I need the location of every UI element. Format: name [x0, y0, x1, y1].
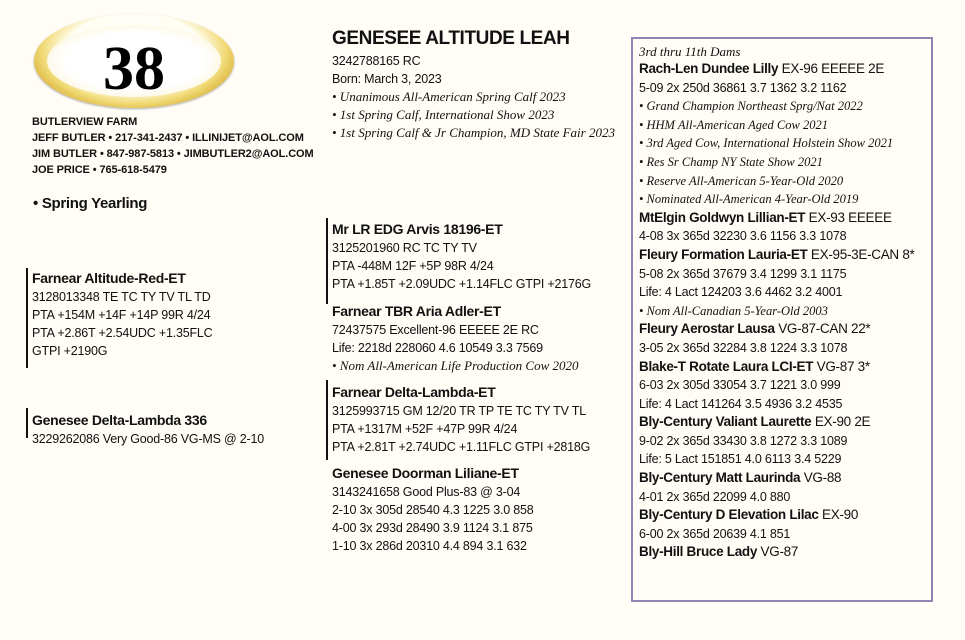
dam-sire-info: PTA +2.81T +2.74UDC +1.11FLC GTPI +2818G [332, 440, 591, 454]
sire-info: PTA +2.86T +2.54UDC +1.35FLC [32, 326, 213, 340]
animal-registration: 3242788165 RC [332, 54, 421, 68]
dam-record: Life: 4 Lact 141264 3.5 4936 3.2 4535 [639, 396, 843, 411]
dam-entry-name [639, 506, 927, 525]
lot-badge-center [47, 25, 221, 103]
ancestor-dams-box [631, 37, 933, 602]
animal-honor: • Unanimous All-American Spring Calf 2023 [332, 89, 566, 104]
contact-line: JOE PRICE • 765-618-5479 [32, 164, 167, 176]
dam-honor: • Grand Champion Northeast Sprg/Nat 2022 [639, 99, 863, 114]
dam-record: Life: 5 Lact 151851 4.0 6113 3.4 5229 [639, 452, 842, 467]
dam-honor: • 3rd Aged Cow, International Holstein Show 2021 [639, 136, 894, 151]
dam-record: 6-00 2x 365d 20639 4.1 851 [639, 526, 791, 541]
dam-record: 5-09 2x 250d 36861 3.7 1362 3.2 1162 [639, 80, 847, 95]
dam-record: 5-08 2x 365d 37679 3.4 1299 3.1 1175 [639, 266, 847, 281]
lot-number: 38 [103, 35, 165, 103]
dam-entry-name [639, 246, 927, 265]
dam-sire-info: PTA +1317M +52F +47P 99R 4/24 [332, 422, 518, 436]
pedigree-bracket [326, 218, 328, 304]
contact-line: JIM BUTLER • 847-987-5813 • JIMBUTLER2@AOL.COM [32, 148, 314, 160]
dam-name: Rach-Len Dundee Lilly [639, 61, 779, 76]
lot-number-badge [34, 14, 234, 108]
dam-dam-info: 1-10 3x 286d 20310 4.4 894 3.1 632 [332, 539, 527, 553]
dam-sire-name: Farnear Delta-Lambda-ET [332, 384, 496, 400]
sire-sire-info: PTA +1.85T +2.09UDC +1.14FLC GTPI +2176G [332, 277, 592, 291]
dam-name: Bly-Century D Elevation Lilac [639, 507, 819, 523]
dam-dam-name: Genesee Doorman Liliane-ET [332, 465, 519, 481]
dam-name: Fleury Aerostar Lausa [639, 321, 775, 337]
dam-name: Bly-Century Matt Laurinda [639, 470, 801, 486]
dam-classification: EX-93 EEEEE [805, 209, 892, 225]
dam-classification: VG-87 [757, 544, 799, 560]
dam-name: Genesee Delta-Lambda 336 [32, 412, 207, 428]
dam-record: 3-05 2x 365d 32284 3.8 1224 3.3 1078 [639, 340, 848, 355]
dam-dam-block [332, 463, 534, 555]
contact-line: JEFF BUTLER • 217-341-2437 • ILLINIJET@AOL.COM [32, 132, 304, 144]
dam-classification: EX-90 2E [811, 414, 871, 430]
animal-birthdate: Born: March 3, 2023 [332, 72, 442, 86]
dam-dam-info: 2-10 3x 305d 28540 4.3 1225 3.0 858 [332, 503, 534, 517]
dam-classification: EX-95-3E-CAN 8* [807, 246, 915, 262]
dam-name: Blake-T Rotate Laura LCI-ET [639, 358, 814, 374]
sire-info: GTPI +2190G [32, 344, 108, 358]
dam-classification: EX-90 [818, 507, 859, 523]
dam-honor: • Nom All-Canadian 5-Year-Old 2003 [639, 303, 828, 318]
dam-classification: VG-87-CAN 22* [774, 321, 871, 337]
dam-classification: EX-96 EEEEE 2E [778, 61, 885, 76]
dam-entry-name [639, 469, 927, 488]
sale-class: • Spring Yearling [33, 195, 148, 212]
farm-name: BUTLERVIEW FARM [32, 116, 138, 128]
sire-dam-block [332, 301, 579, 375]
sire-name: Farnear Altitude-Red-ET [32, 270, 186, 286]
animal-header [332, 26, 615, 142]
dam-entry-name [639, 209, 927, 228]
consignor-block [32, 114, 314, 178]
sire-dam-info: 72437575 Excellent-96 EEEEE 2E RC [332, 323, 539, 337]
sire-dam-info: Life: 2218d 228060 4.6 10549 3.3 7569 [332, 341, 543, 355]
dam-record: 4-08 3x 365d 32230 3.6 1156 3.3 1078 [639, 229, 847, 244]
dam-entry-name [639, 320, 927, 339]
dam-record: 9-02 2x 365d 33430 3.8 1272 3.3 1089 [639, 433, 848, 448]
dam-sire-block [332, 382, 590, 456]
ancestor-dams-list [639, 43, 927, 562]
dam-name: Bly-Century Valiant Laurette [639, 414, 812, 430]
dams-entries [639, 60, 927, 562]
dam-dam-info: 3143241658 Good Plus-83 @ 3-04 [332, 485, 521, 499]
dam-honor: • Res Sr Champ NY State Show 2021 [639, 154, 823, 169]
pedigree-bracket [26, 268, 28, 368]
dam-name: Fleury Formation Lauria-ET [639, 246, 808, 262]
sire-sire-info: 3125201960 RC TC TY TV [332, 241, 477, 255]
sire-dam-name: Farnear TBR Aria Adler-ET [332, 303, 501, 319]
animal-name: GENESEE ALTITUDE LEAH [332, 28, 570, 49]
dam-entry-name [639, 543, 927, 562]
dam-record: 4-01 2x 365d 22099 4.0 880 [639, 489, 791, 504]
animal-honor: • 1st Spring Calf & Jr Champion, MD State Fair 2023 [332, 125, 615, 140]
sire-block [32, 268, 213, 360]
sire-sire-info: PTA -448M 12F +5P 98R 4/24 [332, 259, 494, 273]
sire-info: 3128013348 TE TC TY TV TL TD [32, 290, 211, 304]
dam-record: 6-03 2x 305d 33054 3.7 1221 3.0 999 [639, 378, 841, 393]
dam-sire-info: 3125993715 GM 12/20 TR TP TE TC TY TV TL [332, 404, 586, 418]
sire-dam-honor: • Nom All-American Life Production Cow 2020 [332, 358, 579, 373]
pedigree-bracket [326, 380, 328, 460]
dam-entry-name [639, 60, 927, 79]
pedigree-bracket [26, 408, 28, 438]
dam-entry-name [639, 358, 927, 377]
dams-box-heading: 3rd thru 11th Dams [639, 44, 741, 59]
dam-honor: • Reserve All-American 5-Year-Old 2020 [639, 173, 844, 188]
dam-honor: • HHM All-American Aged Cow 2021 [639, 117, 828, 132]
dam-classification: VG-88 [800, 470, 842, 486]
dam-name: MtElgin Goldwyn Lillian-ET [639, 209, 806, 225]
dam-honor: • Nominated All-American 4-Year-Old 2019 [639, 192, 859, 207]
dam-info: 3229262086 Very Good-86 VG-MS @ 2-10 [32, 432, 265, 446]
sire-sire-name: Mr LR EDG Arvis 18196-ET [332, 221, 503, 237]
dam-block [32, 410, 264, 448]
dam-classification: VG-87 3* [813, 358, 870, 374]
dam-dam-info: 4-00 3x 293d 28490 3.9 1124 3.1 875 [332, 521, 533, 535]
sire-sire-block [332, 219, 591, 293]
dam-entry-name [639, 413, 927, 432]
animal-honor: • 1st Spring Calf, International Show 2023 [332, 107, 555, 122]
sire-info: PTA +154M +14F +14P 99R 4/24 [32, 308, 211, 322]
dam-name: Bly-Hill Bruce Lady [639, 544, 758, 560]
dam-record: Life: 4 Lact 124203 3.6 4462 3.2 4001 [639, 285, 843, 300]
